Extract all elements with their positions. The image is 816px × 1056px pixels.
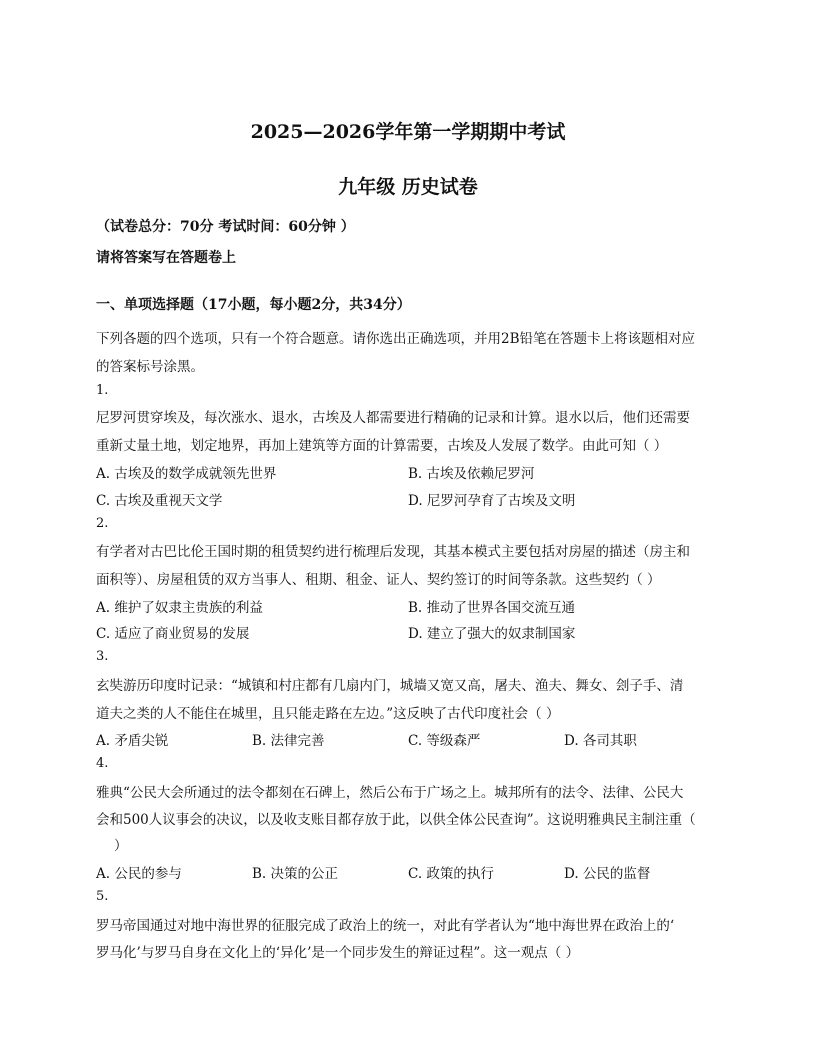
- option-d: D. 各司其职: [564, 733, 637, 749]
- option-c: C. 古埃及重视天文学: [96, 493, 223, 509]
- option-a: A. 维护了奴隶主贵族的利益: [96, 600, 263, 616]
- exam-title: 2025—2026学年第一学期期中考试: [250, 121, 566, 143]
- question-text: 道夫之类的人不能住在城里，且只能走路在左边。”这反映了古代印度社会（ ）: [96, 706, 560, 722]
- question-text: 雅典“公民大会所通过的法令都刻在石碑上，然后公布于广场之上。城邦所有的法令、法律、公民大: [96, 785, 684, 801]
- instruction-line: 下列各题的四个选项，只有一个符合题意。请你选出正确选项，并用2B铅笔在答题卡上将该题相对应: [96, 331, 696, 347]
- question-number: 1.: [96, 383, 109, 398]
- question-text: 面积等）、房屋租赁的双方当事人、租期、租金、证人、契约签订的时间等条款。这些契约（ ）: [96, 572, 661, 588]
- option-b: B. 法律完善: [252, 733, 325, 749]
- question-text: 重新丈量土地，划定地界，再加上建筑等方面的计算需要，古埃及人发展了数学。由此可知（ ）: [96, 438, 668, 454]
- question-text: 尼罗河贯穿埃及，每次涨水、退水，古埃及人都需要进行精确的记录和计算。退水以后，他们还需要: [96, 410, 690, 426]
- question-text: 有学者对古巴比伦王国时期的租赁契约进行梳理后发现，其基本模式主要包括对房屋的描述（房主和: [96, 544, 690, 560]
- question-text: 罗马帝国通过对地中海世界的征服完成了政治上的统一，对此有学者认为“地中海世界在政治上的‘: [96, 918, 675, 934]
- option-b: B. 推动了世界各国交流互通: [408, 600, 576, 616]
- exam-info: （试卷总分：70分 考试时间：60分钟 ）: [96, 219, 355, 235]
- answer-notice: 请将答案写在答题卷上: [96, 250, 236, 266]
- option-a: A. 古埃及的数学成就领先世界: [96, 466, 277, 482]
- question-number: 5.: [96, 889, 109, 904]
- option-b: B. 决策的公正: [252, 866, 339, 882]
- instruction-line: 的答案标号涂黑。: [96, 359, 204, 375]
- option-a: A. 公民的参与: [96, 866, 182, 882]
- question-number: 3.: [96, 649, 109, 664]
- option-c: C. 等级森严: [408, 733, 481, 749]
- option-b: B. 古埃及依赖尼罗河: [408, 466, 535, 482]
- question-number: 2.: [96, 516, 109, 531]
- option-d: D. 尼罗河孕育了古埃及文明: [408, 493, 576, 509]
- option-c: C. 政策的执行: [408, 866, 494, 882]
- question-number: 4.: [96, 756, 109, 771]
- exam-subtitle: 九年级 历史试卷: [338, 176, 478, 198]
- section-heading: 一、单项选择题（17小题，每小题2分，共34分）: [96, 297, 411, 313]
- option-d: D. 公民的监督: [564, 866, 651, 882]
- question-text: ）: [114, 838, 128, 854]
- question-text: 玄奘游历印度时记录：“城镇和村庄都有几扇内门，城墙又宽又高，屠夫、渔夫、舞女、刽子手、清: [96, 678, 684, 694]
- option-d: D. 建立了强大的奴隶制国家: [408, 626, 576, 642]
- question-text: 会和500人议事会的决议，以及收支账目都存放于此，以供全体公民查询”。这说明雅典民主制注重（: [96, 812, 696, 828]
- option-a: A. 矛盾尖锐: [96, 733, 169, 749]
- question-text: 罗马化’与罗马自身在文化上的‘异化’是一个同步发生的辩证过程”。这一观点（ ）: [96, 945, 580, 961]
- option-c: C. 适应了商业贸易的发展: [96, 626, 250, 642]
